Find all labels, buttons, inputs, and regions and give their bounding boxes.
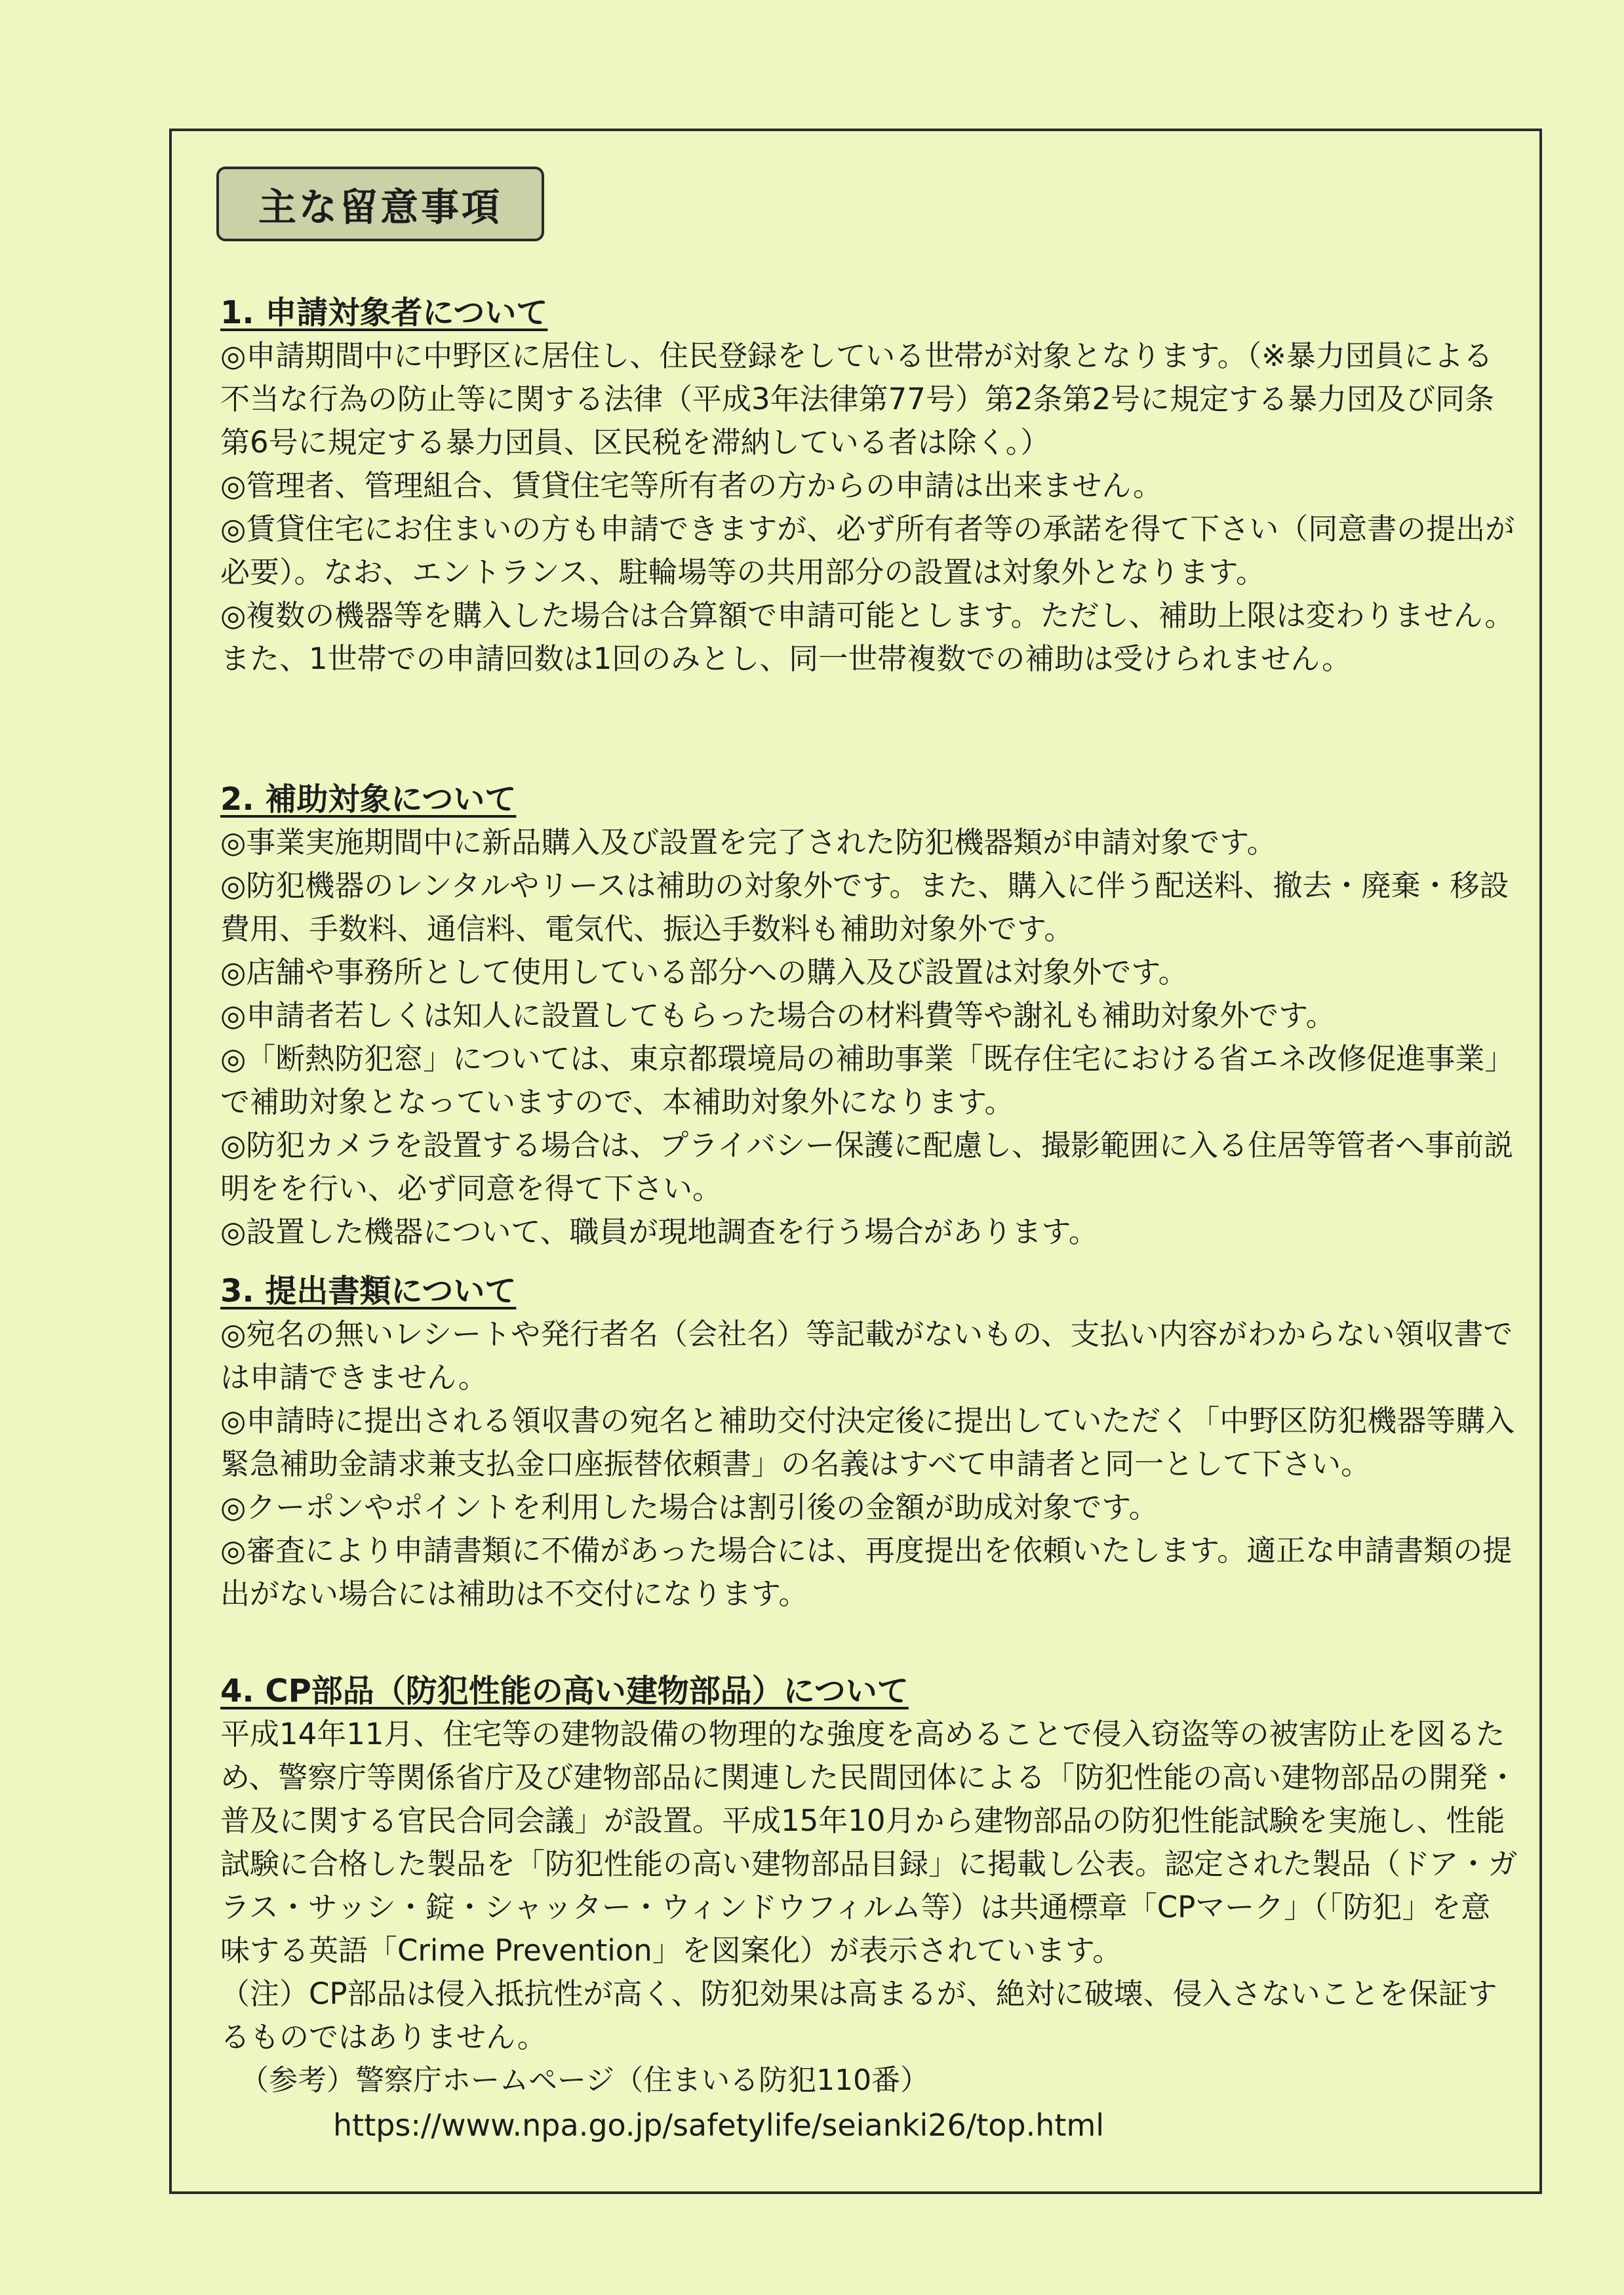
notice-frame — [169, 129, 1542, 2194]
section-applicants — [220, 291, 1518, 681]
paragraph: ◎防犯カメラを設置する場合は、プライバシー保護に配慮し、撮影範囲に入る住居等管者へ事前説明をを行い、必ず同意を得て下さい。 — [220, 1128, 1514, 1206]
section-heading: 1. 申請対象者について — [220, 294, 548, 331]
paragraph: ◎管理者、管理組合、賃貸住宅等所有者の方からの申請は出来ません。 — [220, 468, 1162, 503]
reference-note: （参考）警察庁ホームページ（住まいる防犯110番） — [240, 2064, 930, 2097]
paragraph: ◎申請時に提出される領収書の宛名と補助交付決定後に提出していただく「中野区防犯機器等購入緊急補助金請求兼支払金口座振替依頼書」の名義はすべて申請者と同一として下さい。 — [220, 1403, 1515, 1481]
paragraph: ◎事業実施期間中に新品購入及び設置を完了された防犯機器類が申請対象です。 — [220, 825, 1277, 860]
paragraph: ◎「断熱防犯窓」については、東京都環境局の補助事業「既存住宅における省エネ改修促進事業」で補助対象となっていますので、本補助対象外になります。 — [220, 1041, 1515, 1119]
reference-url: https://www.npa.go.jp/safetylife/seianki26/top.html — [333, 2107, 1105, 2143]
paragraph: ◎申請期間中に中野区に居住し、住民登録をしている世帯が対象となります。（※暴力団員による不当な行為の防止等に関する法律（平成3年法律第77号）第2条第2号に規定する暴力団及び同条第6号に規定する暴力団員、区民税を滞納している者は除く。） — [220, 338, 1495, 460]
paragraph: ◎申請者若しくは知人に設置してもらった場合の材料費等や謝礼も補助対象外です。 — [220, 998, 1336, 1033]
paragraph: ◎宛名の無いレシートや発行者名（会社名）等記載がないもの、支払い内容がわからない領収書では申請できません。 — [220, 1317, 1513, 1395]
section-heading: 2. 補助対象について — [220, 781, 517, 818]
section-heading: 4. CP部品（防犯性能の高い建物部品）について — [220, 1673, 909, 1709]
section-documents — [220, 1269, 1518, 1616]
section-cp-parts — [220, 1669, 1518, 2148]
page-title: 主な留意事項 — [216, 167, 544, 241]
section-heading: 3. 提出書類について — [220, 1273, 517, 1309]
paragraph: ◎審査により申請書類に不備があった場合には、再度提出を依頼いたします。適正な申請書類の提出がない場合には補助は不交付になります。 — [220, 1533, 1513, 1611]
paragraph: ◎設置した機器について、職員が現地調査を行う場合があります。 — [220, 1214, 1098, 1249]
section-eligible-items — [220, 778, 1518, 1254]
paragraph: ◎クーポンやポイントを利用した場合は割引後の金額が助成対象です。 — [220, 1490, 1159, 1525]
paragraph: ◎店舗や事務所として使用している部分への購入及び設置は対象外です。 — [220, 955, 1188, 989]
paragraph: （注）CP部品は侵入抵抗性が高く、防犯効果は高まるが、絶対に破壊、侵入さないことを保証するものではありません。 — [220, 1976, 1497, 2054]
paragraph: ◎防犯機器のレンタルやリースは補助の対象外です。また、購入に伴う配送料、撤去・廃棄・移設費用、手数料、通信料、電気代、振込手数料も補助対象外です。 — [220, 868, 1509, 946]
paragraph: ◎複数の機器等を購入した場合は合算額で申請可能とします。ただし、補助上限は変わりません。また、1世帯での申請回数は1回のみとし、同一世帯複数での補助は受けられません。 — [220, 598, 1515, 676]
paragraph: ◎賃貸住宅にお住まいの方も申請できますが、必ず所有者等の承諾を得て下さい（同意書の提出が必要）。なお、エントランス、駐輪場等の共用部分の設置は対象外となります。 — [220, 511, 1515, 589]
paragraph: 平成14年11月、住宅等の建物設備の物理的な強度を高めることで侵入窃盗等の被害防止を図るため、警察庁等関係省庁及び建物部品に関連した民間団体による「防犯性能の高い建物部品の開発・普及に関する官民合同会議」が設置。平成15年10月から建物部品の防犯性能試験を実施し、性能試験に合格した製品を「防犯性能の高い建物部品目録」に掲載し公表。認定された製品（ドア・ガラス・サッシ・錠・シャッター・ウィンドウフィルム等）は共通標章「CPマーク」（「防犯」を意味する英語「Crime Prevention」を図案化）が表示されています。 — [220, 1717, 1518, 1968]
